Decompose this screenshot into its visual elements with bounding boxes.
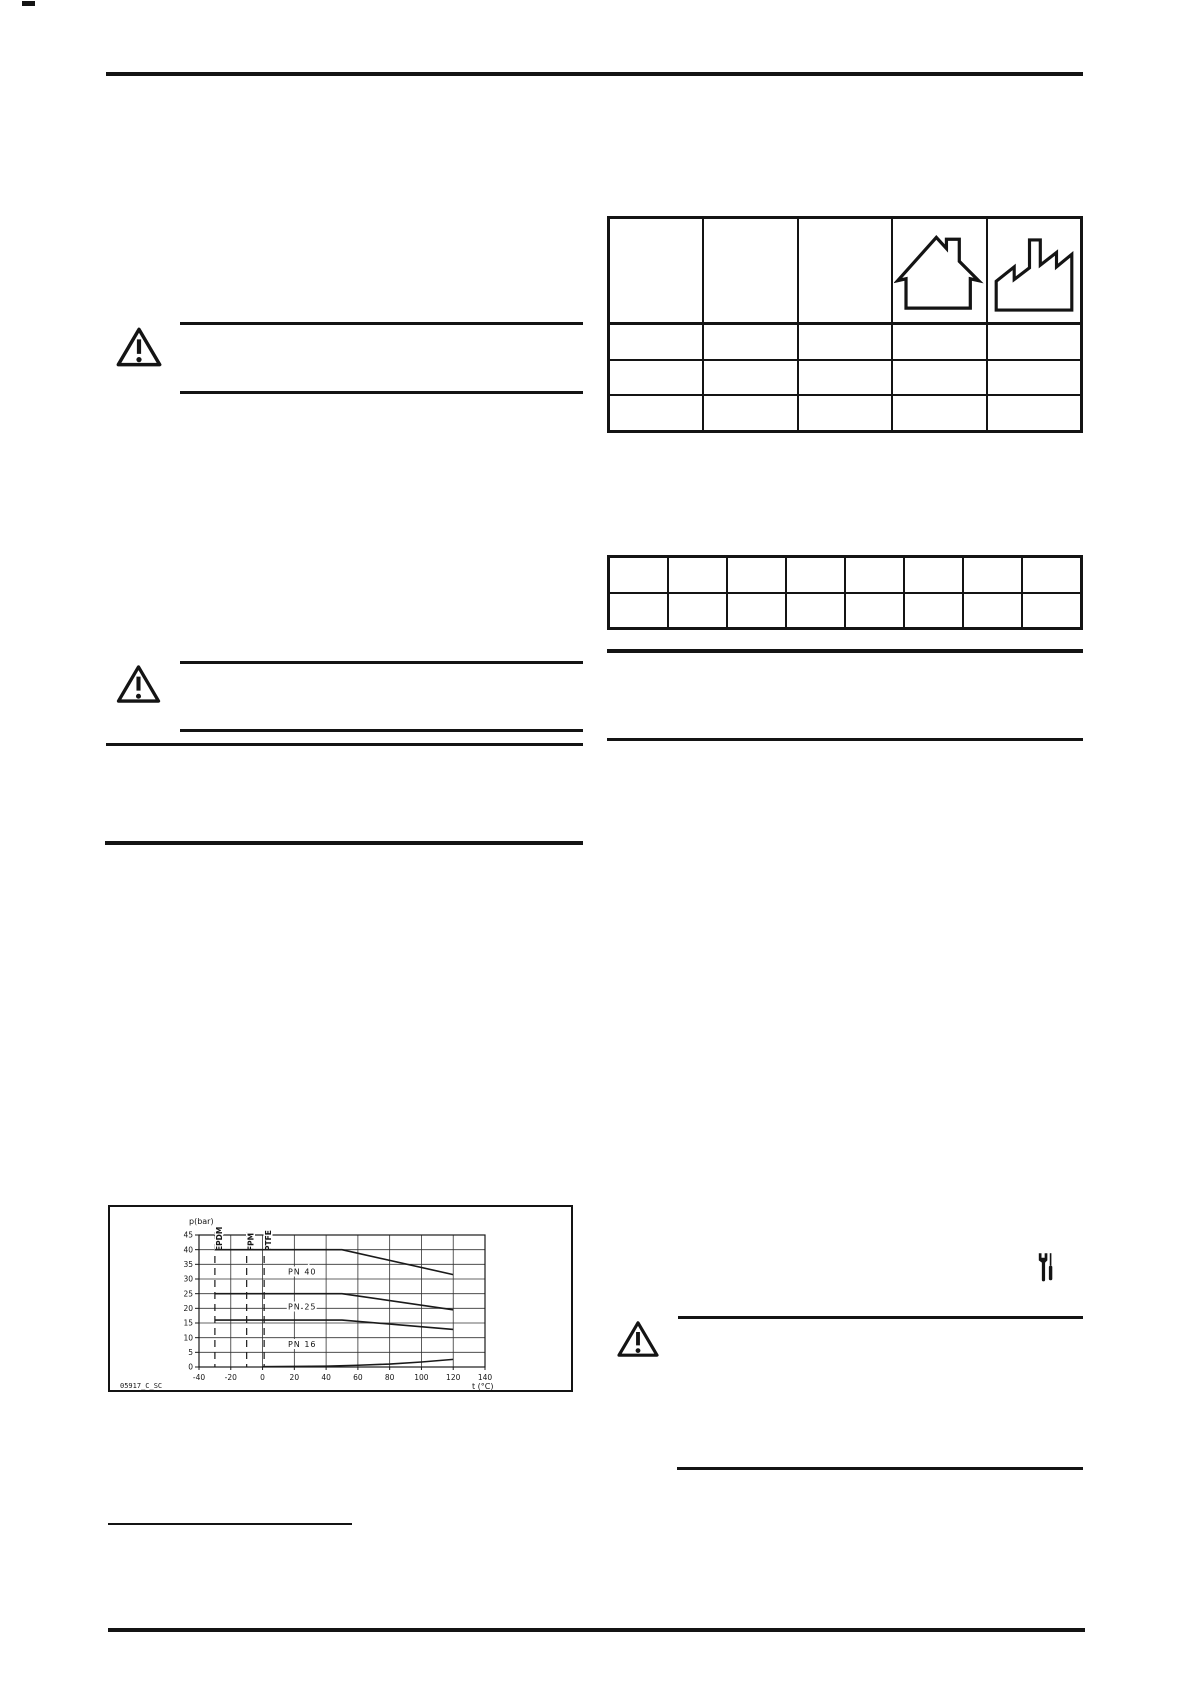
approvals-table	[607, 216, 1083, 433]
svg-text:35: 35	[183, 1259, 193, 1269]
factory-icon	[989, 229, 1079, 312]
warning-rule-bottom	[180, 729, 583, 732]
svg-text:60: 60	[353, 1373, 363, 1382]
svg-text:PN 16: PN 16	[287, 1339, 317, 1349]
svg-text:05917_C_SC: 05917_C_SC	[120, 1382, 163, 1390]
svg-text:5: 5	[188, 1347, 193, 1357]
approvals-cell	[798, 360, 893, 396]
warning-rule-top	[180, 322, 583, 325]
warning-rule-top	[180, 661, 583, 664]
svg-text:EPDM: EPDM	[214, 1226, 224, 1251]
specs-cell	[1022, 593, 1081, 629]
approvals-cell	[609, 360, 704, 396]
svg-text:140: 140	[477, 1373, 493, 1382]
approvals-cell	[892, 323, 987, 359]
approvals-cell	[703, 360, 798, 396]
svg-text:-40: -40	[192, 1373, 206, 1382]
svg-text:30: 30	[183, 1274, 193, 1284]
svg-text:FPM: FPM	[246, 1232, 256, 1251]
specs-cell	[668, 557, 727, 593]
svg-text:t (°C): t (°C)	[472, 1382, 494, 1390]
approvals-header-cell-industry	[987, 218, 1082, 324]
approvals-cell	[987, 395, 1082, 431]
specs-cell	[904, 557, 963, 593]
svg-text:0: 0	[260, 1373, 265, 1382]
svg-text:PTFE: PTFE	[264, 1230, 274, 1251]
approvals-header-cell	[798, 218, 893, 324]
approvals-cell	[703, 323, 798, 359]
svg-text:40: 40	[183, 1245, 193, 1255]
approvals-header-cell-domestic	[892, 218, 987, 324]
tools-icon	[1037, 1252, 1055, 1285]
approvals-cell	[609, 395, 704, 431]
svg-text:45: 45	[183, 1230, 193, 1240]
svg-text:25: 25	[183, 1289, 193, 1299]
svg-text:-20: -20	[224, 1373, 237, 1382]
approvals-header-cell	[703, 218, 798, 324]
svg-text:PN 40: PN 40	[287, 1267, 317, 1277]
svg-text:0: 0	[188, 1362, 193, 1372]
specs-cell	[786, 593, 845, 629]
section-rule	[607, 649, 1083, 653]
specs-cell	[727, 557, 786, 593]
warning-triangle-icon	[616, 1320, 660, 1358]
specs-cell	[963, 593, 1022, 629]
approvals-cell	[892, 360, 987, 396]
svg-text:15: 15	[183, 1318, 193, 1328]
specs-table	[607, 555, 1083, 630]
svg-text:p(bar): p(bar)	[189, 1217, 214, 1226]
pressure-temperature-chart	[110, 1207, 571, 1390]
section-rule	[607, 738, 1083, 741]
specs-cell	[845, 557, 904, 593]
svg-text:100: 100	[414, 1373, 429, 1382]
specs-cell	[845, 593, 904, 629]
svg-text:40: 40	[321, 1373, 331, 1382]
specs-cell	[963, 557, 1022, 593]
svg-text:10: 10	[183, 1333, 193, 1343]
specs-cell	[609, 557, 668, 593]
warning-triangle-icon	[116, 664, 161, 704]
warning-rule-bottom	[677, 1467, 1083, 1470]
svg-text:120: 120	[446, 1373, 461, 1382]
corner-mark	[22, 1, 35, 6]
approvals-cell	[987, 323, 1082, 359]
specs-cell	[786, 557, 845, 593]
specs-cell	[904, 593, 963, 629]
approvals-cell	[798, 395, 893, 431]
approvals-cell	[609, 323, 704, 359]
approvals-cell	[987, 360, 1082, 396]
specs-cell	[668, 593, 727, 629]
svg-text:20: 20	[289, 1373, 300, 1382]
svg-text:PN 25: PN 25	[287, 1302, 317, 1312]
footer-rule	[108, 1628, 1085, 1632]
svg-text:20: 20	[183, 1303, 193, 1313]
svg-text:80: 80	[384, 1373, 395, 1382]
warning-rule-top	[678, 1316, 1083, 1319]
chart-frame	[108, 1205, 573, 1392]
approvals-cell	[892, 395, 987, 431]
header-rule	[106, 72, 1083, 76]
footnote-rule	[108, 1523, 352, 1525]
approvals-cell	[798, 323, 893, 359]
warning-rule-bottom	[180, 391, 583, 394]
warning-triangle-icon	[116, 326, 162, 368]
approvals-cell	[703, 395, 798, 431]
house-icon	[894, 231, 986, 310]
section-rule	[106, 743, 583, 746]
approvals-header-cell	[609, 218, 704, 324]
specs-cell	[609, 593, 668, 629]
section-rule	[105, 841, 583, 845]
specs-cell	[1022, 557, 1081, 593]
specs-cell	[727, 593, 786, 629]
